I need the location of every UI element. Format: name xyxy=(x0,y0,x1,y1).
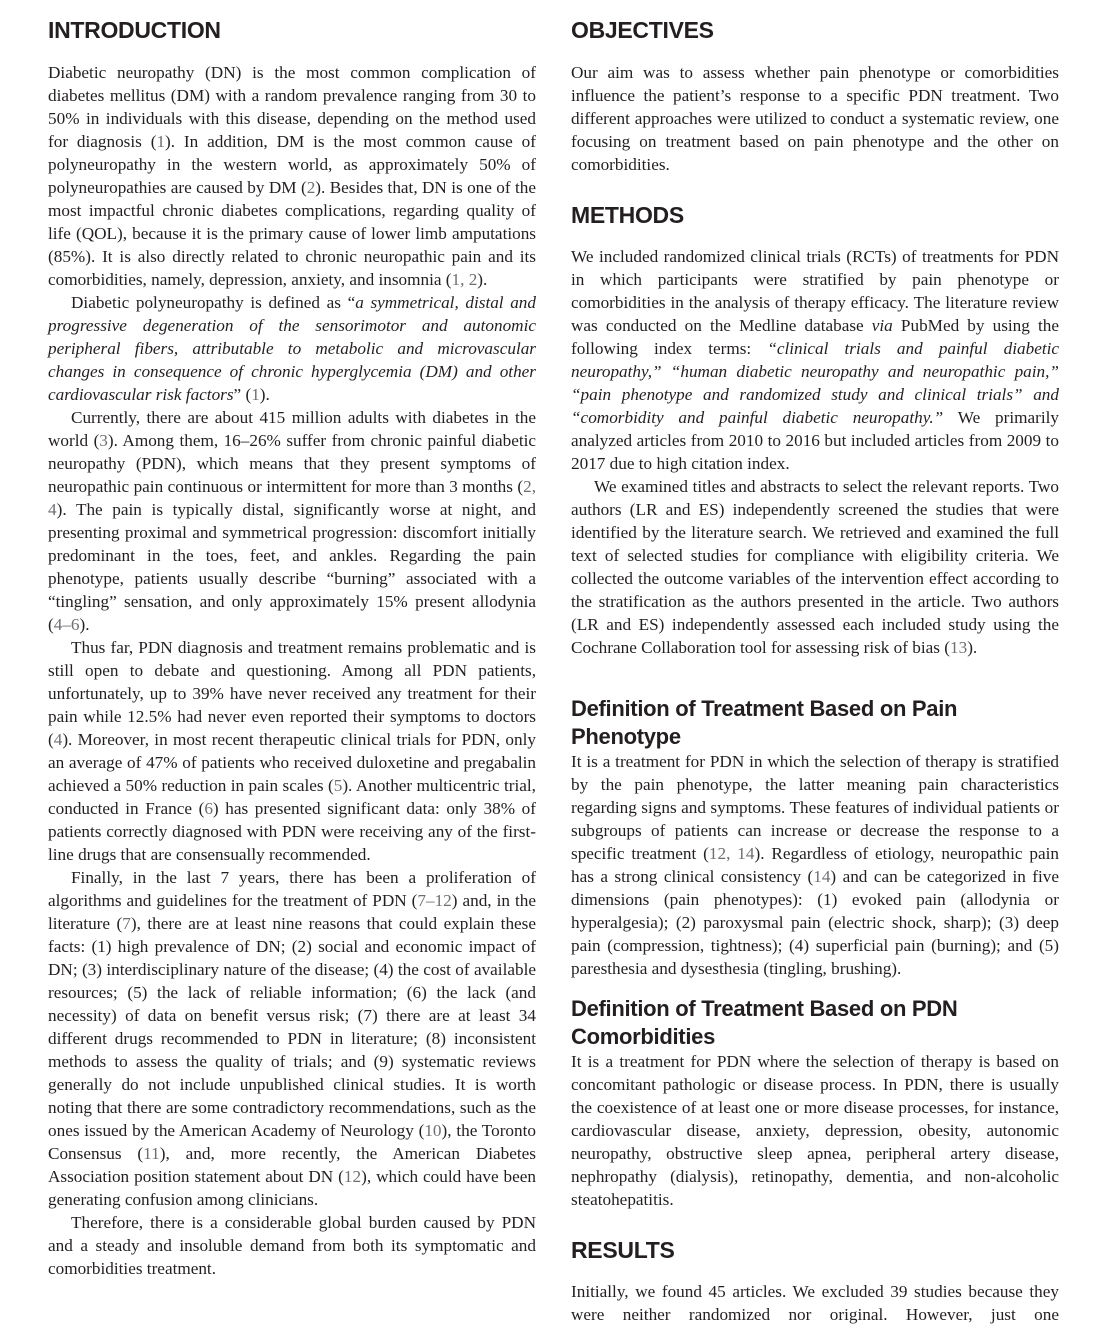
body-text: ), which could have been generating confusion among clinicians. xyxy=(48,1167,536,1209)
body-text: We included randomized clinical trials (RCTs) of treatments for PDN in which participants were stratified by pain phenotype or comorbidities in the analysis of therapy efficacy. The literature review was conducted on the Medline database xyxy=(571,247,1059,335)
results-heading: RESULTS xyxy=(571,1237,675,1263)
body-text: Thus far, PDN diagnosis and treatment remains problematic and is still open to debate and questioning. Among all PDN patients, unfortunately, up to 39% have never received any treatment for their pain while 12.5% had never even reported their symptoms to doctors ( xyxy=(48,638,536,749)
italic-text: via xyxy=(871,316,893,335)
italic-text: a symmetrical, distal and progressive degeneration of the sensorimotor and autonomic peripheral fibers, attributable to metabolic and microvascular changes in consequence of chronic hyperglycemia (DM) and other cardiovascular risk factors xyxy=(48,293,536,404)
citation-link[interactable]: 3 xyxy=(99,431,108,450)
citation-link[interactable]: 4–6 xyxy=(53,615,80,634)
comorbidities-heading: Definition of Treatment Based on PDN Comorbidities xyxy=(571,996,958,1049)
citation-link[interactable]: 4 xyxy=(53,730,63,749)
methods-paragraph-1 xyxy=(571,245,1059,475)
citation-link[interactable]: 1 xyxy=(251,385,260,404)
body-text: ). In addition, DM is the most common cause of polyneuropathy in the western world, as approximately 50% of polyneuropathies are caused by DM ( xyxy=(48,132,536,197)
body-text: It is a treatment for PDN where the selection of therapy is based on concomitant pathologic or disease process. In PDN, there is usually the coexistence of at least one or more disease processes, for instance, cardiovascular disease, anxiety, depression, obesity, autonomic neuropathy, obstructive sleep apnea, peripheral artery disease, nephropathy (dialysis), retinopathy, dementia, and non-alcoholic steatohepatitis. xyxy=(571,1052,1059,1209)
body-text: ). Besides that, DN is one of the most impactful chronic diabetes complications, regarding quality of life (QOL), because it is the primary cause of lower limb amputations (85%). It is also directly related to chronic neuropathic pain and its comorbidities, namely, depression, anxiety, and insomnia ( xyxy=(48,178,536,289)
citation-link[interactable]: 6 xyxy=(204,799,213,818)
citation-link[interactable]: 2 xyxy=(306,178,316,197)
body-text: Currently, there are about 415 million adults with diabetes in the world ( xyxy=(48,408,536,450)
body-text: ) and, in the literature ( xyxy=(48,891,536,933)
methods-heading: METHODS xyxy=(571,202,684,228)
intro-paragraph-6 xyxy=(48,1211,536,1280)
body-text: ) and can be categorized in five dimensions (pain phenotypes): (1) evoked pain (allodynia or hyperalgesia); (2) paroxysmal pain (electric shock, sharp); (3) deep pain (compression, tightness); (4) superficial pain (burning); and (5) paresthesia and dysesthesia (tingling, brushing). xyxy=(571,867,1059,978)
intro-paragraph-4 xyxy=(48,636,536,866)
italic-text: “clinical trials and painful diabetic neuropathy,” “human diabetic neuropathy and neuropathic pain,” “pain phenotype and randomized study and clinical trials” and “comorbidity and painful diabetic neuropathy.” xyxy=(571,339,1059,427)
body-text: ) has presented significant data: only 38% of patients correctly diagnosed with PDN were receiving any of the first-line drugs that are consensually recommended. xyxy=(48,799,536,864)
citation-link[interactable]: 13 xyxy=(950,638,968,657)
citation-link[interactable]: 1 xyxy=(156,132,166,151)
body-text: We primarily analyzed articles from 2010 to 2016 but included articles from 2009 to 2017 due to high citation index. xyxy=(571,408,1059,473)
pain-phenotype-body xyxy=(571,750,1059,980)
citation-link[interactable]: 7 xyxy=(122,914,131,933)
body-text: It is a treatment for PDN in which the selection of therapy is stratified by the pain phenotype, the latter meaning pain characteristics regarding signs and symptoms. These features of individual patients or subgroups of patients can increase or decrease the response to a specific treatment ( xyxy=(571,752,1059,863)
pain-phenotype-heading: Definition of Treatment Based on Pain Phenotype xyxy=(571,696,958,749)
body-text: We examined titles and abstracts to select the relevant reports. Two authors (LR and ES) independently screened the studies that were identified by the literature search. We retrieved and examined the full text of selected studies for compliance with eligibility criteria. We collected the outcome variables of the intervention effect according to the stratification as the authors presented in the article. Two authors (LR and ES) independently assessed each included study using the Cochrane Collaboration tool for assessing risk of bias ( xyxy=(571,477,1059,657)
citation-link[interactable]: 7–12 xyxy=(417,891,452,910)
citation-link[interactable]: 10 xyxy=(424,1121,442,1140)
body-text: Our aim was to assess whether pain phenotype or comorbidities influence the patient’s response to a specific PDN treatment. Two different approaches were utilized to conduct a systematic review, one focusing on treatment based on pain phenotype and the other on comorbidities. xyxy=(571,63,1059,174)
citation-link[interactable]: 5 xyxy=(333,776,343,795)
results-paragraph-1 xyxy=(571,1280,1059,1326)
intro-paragraph-1 xyxy=(48,61,536,291)
body-text: ). xyxy=(79,615,90,634)
intro-paragraph-5 xyxy=(48,866,536,1211)
body-text: ), there are at least nine reasons that could explain these facts: (1) high prevalence of DN; (2) social and economic impact of DN; (3) interdisciplinary nature of the disease; (4) the cost of available resources; (5) the lack of reliable information; (6) the lack (and necessity) of data on benefit versus risk; (7) there are at least 34 different drugs recommended to PDN in literature; (8) inconsistent methods to assess the quality of trials; and (9) systematic reviews generally do not include unpublished clinical studies. It is worth noting that there are some contradictory recommendations, such as the ones issued by the American Academy of Neurology ( xyxy=(48,914,536,1140)
body-text: Initially, we found 45 articles. We excluded 39 studies because they were neither randomized nor original. However, just one xyxy=(571,1282,1059,1324)
body-text: Therefore, there is a considerable global burden caused by PDN and a steady and insoluble demand from both its symptomatic and comorbidities treatment. xyxy=(48,1213,536,1278)
citation-link[interactable]: 14 xyxy=(813,867,831,886)
methods-paragraph-2 xyxy=(571,475,1059,659)
results-body xyxy=(571,1280,1059,1326)
body-text: ). The pain is typically distal, significantly worse at night, and presenting proximal and symmetrical progression: discomfort initially predominant in the toes, feet, and ankles. Regarding the pain phenotype, patients usually describe “burning” associated with a “tingling” sensation, and only approximately 15% present allodynia ( xyxy=(48,500,536,634)
objectives-body xyxy=(571,61,1059,176)
body-text: Diabetic polyneuropathy is defined as “ xyxy=(71,293,356,312)
body-text: Diabetic neuropathy (DN) is the most common complication of diabetes mellitus (DM) with a random prevalence ranging from 30 to 50% in individuals with this disease, depending on the method used for diagnosis ( xyxy=(48,63,536,151)
introduction-heading: INTRODUCTION xyxy=(48,17,221,43)
comorbidities-body xyxy=(571,1050,1059,1211)
citation-link[interactable]: 12 xyxy=(343,1167,362,1186)
body-text: ). xyxy=(259,385,270,404)
body-text: ). Moreover, in most recent therapeutic clinical trials for PDN, only an average of 47% of patients who received duloxetine and pregabalin achieved a 50% reduction in pain scales ( xyxy=(48,730,536,795)
body-text: ), and, more recently, the American Diabetes Association position statement about DN ( xyxy=(48,1144,536,1186)
body-text: Finally, in the last 7 years, there has been a proliferation of algorithms and guidelines for the treatment of PDN ( xyxy=(48,868,536,910)
citation-link[interactable]: 1, 2 xyxy=(451,270,478,289)
body-text: ). xyxy=(477,270,488,289)
objectives-heading: OBJECTIVES xyxy=(571,17,714,43)
comorbidities-paragraph-1 xyxy=(571,1050,1059,1211)
intro-paragraph-2 xyxy=(48,291,536,406)
body-text: ). xyxy=(967,638,978,657)
citation-link[interactable]: 11 xyxy=(143,1144,160,1163)
body-text: PubMed by using the following index terms: xyxy=(571,316,1059,358)
body-text: ). Among them, 16–26% suffer from chronic painful diabetic neuropathy (PDN), which means that they present symptoms of neuropathic pain continuous or intermittent for more than 3 months ( xyxy=(48,431,536,496)
citation-link[interactable]: 2, 4 xyxy=(48,477,536,519)
intro-paragraph-3 xyxy=(48,406,536,636)
introduction-body xyxy=(48,61,536,1280)
body-text: ). Regardless of etiology, neuropathic pain has a strong clinical consistency ( xyxy=(571,844,1060,886)
body-text: ” ( xyxy=(233,385,252,404)
body-text: ). Another multicentric trial, conducted in France ( xyxy=(48,776,536,818)
objectives-paragraph-1 xyxy=(571,61,1059,176)
citation-link[interactable]: 12, 14 xyxy=(708,844,755,863)
methods-body xyxy=(571,245,1059,659)
pain-phenotype-paragraph-1 xyxy=(571,750,1059,980)
body-text: ), the Toronto Consensus ( xyxy=(48,1121,536,1163)
